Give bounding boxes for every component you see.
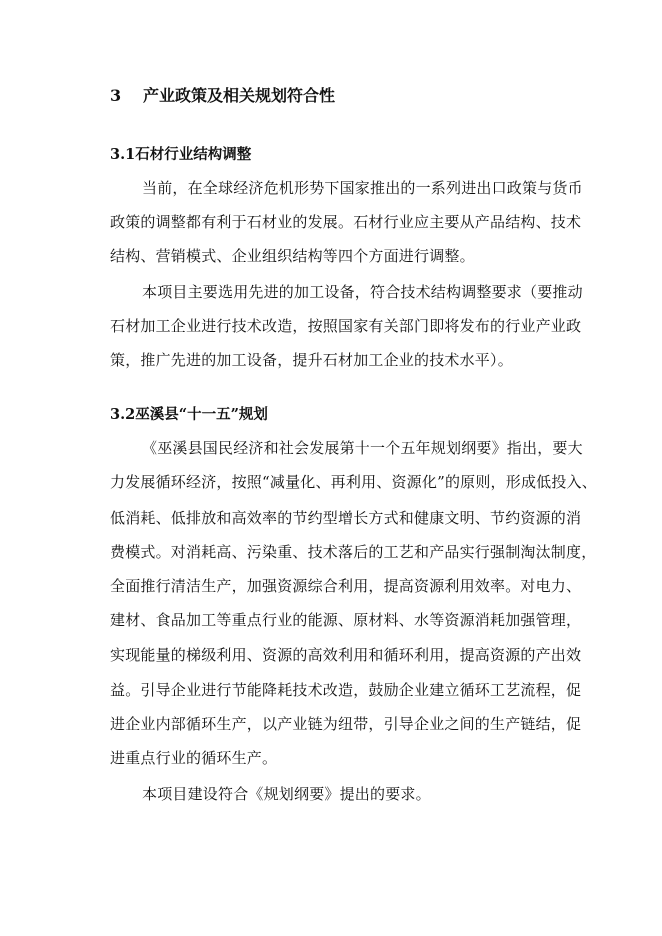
paragraph-line: 结构、营销模式、企业组织结构等四个方面进行调整。 [110, 247, 475, 265]
section-3-title: 产业政策及相关规划符合性 [143, 86, 336, 105]
section-3-1-title: 石材行业结构调整 [135, 146, 252, 163]
paragraph-line: 本项目建设符合《规划纲要》提出的要求。 [142, 785, 431, 803]
paragraph-line: 政策的调整都有利于石材业的发展。石材行业应主要从产品结构、技术 [110, 213, 582, 231]
paragraph-line: 全面推行清洁生产，加强资源综合利用，提高资源利用效率。对电力、 [110, 577, 582, 595]
paragraph-line: 费模式。对消耗高、污染重、技术落后的工艺和产品实行强制淘汰制度， [110, 543, 597, 561]
paragraph-line: 建材、食品加工等重点行业的能源、原材料、水等资源消耗加强管理， [110, 611, 582, 629]
section-3-1-number: 3.1 [110, 146, 136, 163]
paragraph-line: 低消耗、低排放和高效率的节约型增长方式和健康文明、节约资源的消 [110, 509, 582, 527]
section-3-1-heading [110, 144, 251, 166]
paragraph-line: 进重点行业的循环生产。 [110, 749, 278, 767]
section-3-2-number: 3.2 [110, 406, 136, 423]
section-3-number: 3 [110, 86, 122, 105]
paragraph-line: 石材加工企业进行技术改造，按照国家有关部门即将发布的行业产业政 [110, 317, 582, 335]
section-3-heading [110, 84, 335, 108]
paragraph-line: 本项目主要选用先进的加工设备，符合技术结构调整要求（要推动 [142, 283, 583, 301]
paragraph-line: 力发展循环经济，按照“减量化、再利用、资源化”的原则，形成低投入、 [110, 473, 597, 491]
paragraph-line: 策，推广先进的加工设备，提升石材加工企业的技术水平）。 [110, 351, 513, 369]
paragraph-line: 《巫溪县国民经济和社会发展第十一个五年规划纲要》指出，要大 [142, 439, 583, 457]
paragraph-line: 进企业内部循环生产，以产业链为纽带，引导企业之间的生产链结，促 [110, 715, 582, 733]
section-3-2-title: 巫溪县“十一五”规划 [135, 406, 268, 423]
paragraph-line: 当前，在全球经济危机形势下国家推出的一系列进出口政策与货币 [142, 179, 583, 197]
paragraph-line: 实现能量的梯级利用、资源的高效利用和循环利用，提高资源的产出效 [110, 646, 582, 664]
section-3-2-heading [110, 404, 268, 426]
paragraph-line: 益。引导企业进行节能降耗技术改造，鼓励企业建立循环工艺流程，促 [110, 681, 582, 699]
